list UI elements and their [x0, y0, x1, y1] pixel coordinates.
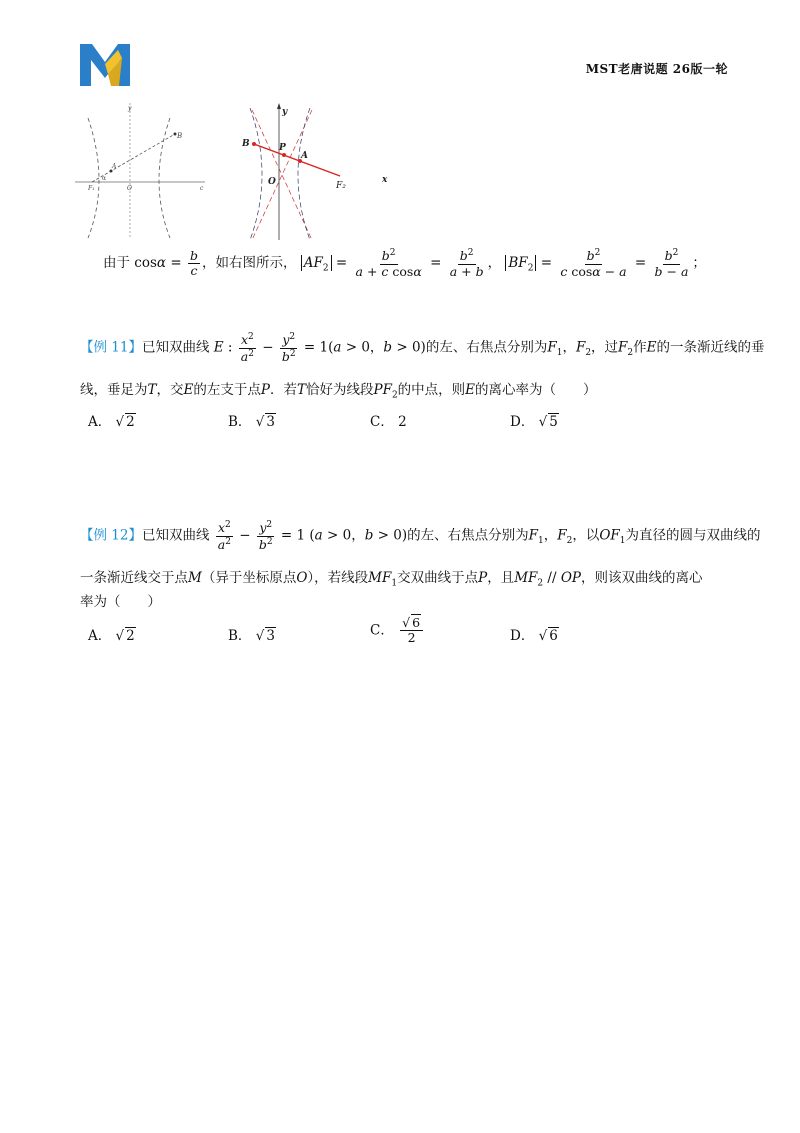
- example-11-option-b[interactable]: B． √ 3: [228, 414, 275, 430]
- svg-text:α: α: [102, 175, 107, 182]
- example-12-option-a[interactable]: A． √ 2: [88, 628, 135, 644]
- svg-text:c: c: [200, 185, 204, 192]
- intro-line: 由于 cosα = $\frac{b}{c}$ ，如右图所示， $AF_2$ = $\frac{b^2}{\text{a + c cosα}}$ = $\frac{b^2}{a + b}$ ， $BF_2$ = $\frac{b^2}{\text{c cosα − a}}$ = $\frac{b^2}{b - a}$ ；: [103, 247, 706, 279]
- example-12-option-d[interactable]: D． √ 6: [510, 628, 558, 644]
- example-12-option-c[interactable]: C． $\frac{√ 6}{2}$: [370, 616, 425, 646]
- svg-text:F₂: F₂: [336, 181, 346, 191]
- example-11-line-2: 线，垂足为T，交E的左支于点P．若T恰好为线段$PF_2$的中点，则E的离心率为（ ）: [80, 382, 597, 401]
- svg-text:A: A: [301, 151, 308, 161]
- svg-text:B: B: [177, 132, 183, 140]
- svg-text:O: O: [268, 177, 276, 187]
- example-12-line-1: 【例 12】已知双曲线 $\frac{x^2}{a^2}$ − $\frac{y^2}{b^2}$ = 1 (a > 0，b > 0)的左、右焦点分别为$F_1$，$F_2$，以$OF_1$为直径的圆与双曲线的: [80, 520, 761, 552]
- example-12-line-2: 一条渐近线交于点M（异于坐标原点O），若线段$MF_1$交双曲线于点P，且$MF_2$ // OP，则该双曲线的离心: [80, 570, 703, 589]
- mst-logo: [78, 40, 132, 88]
- svg-text:F₁: F₁: [88, 185, 95, 192]
- header-title: MST老唐说题 26版一轮: [585, 62, 728, 76]
- example-11-tag: 【例 11】: [80, 339, 142, 356]
- svg-text:O: O: [127, 185, 132, 192]
- example-12-tag: 【例 12】: [80, 527, 142, 544]
- example-11-option-d[interactable]: D． √ 5: [510, 414, 558, 430]
- svg-text:y: y: [128, 105, 132, 112]
- svg-text:A: A: [112, 163, 117, 170]
- example-12-option-b[interactable]: B． √ 3: [228, 628, 275, 644]
- example-11-option-a[interactable]: A． √ 2: [88, 414, 135, 430]
- svg-text:x: x: [382, 175, 388, 185]
- svg-text:y: y: [282, 107, 288, 117]
- svg-text:P: P: [279, 143, 286, 153]
- example-12-line-3: 率为（ ）: [80, 594, 161, 610]
- example-11-option-c[interactable]: C． 2: [370, 414, 407, 430]
- example-11-line-1: 【例 11】已知双曲线 E : $\frac{x^2}{a^2}$ − $\frac{y^2}{b^2}$ = 1(a > 0，b > 0)的左、右焦点分别为$F_1$，$F_2$，过$F_2$作E的一条渐近线的垂: [80, 332, 765, 364]
- svg-text:B: B: [242, 139, 250, 149]
- figure-hyperbola-right: [232, 100, 402, 242]
- figure-hyperbola-left: [70, 98, 210, 243]
